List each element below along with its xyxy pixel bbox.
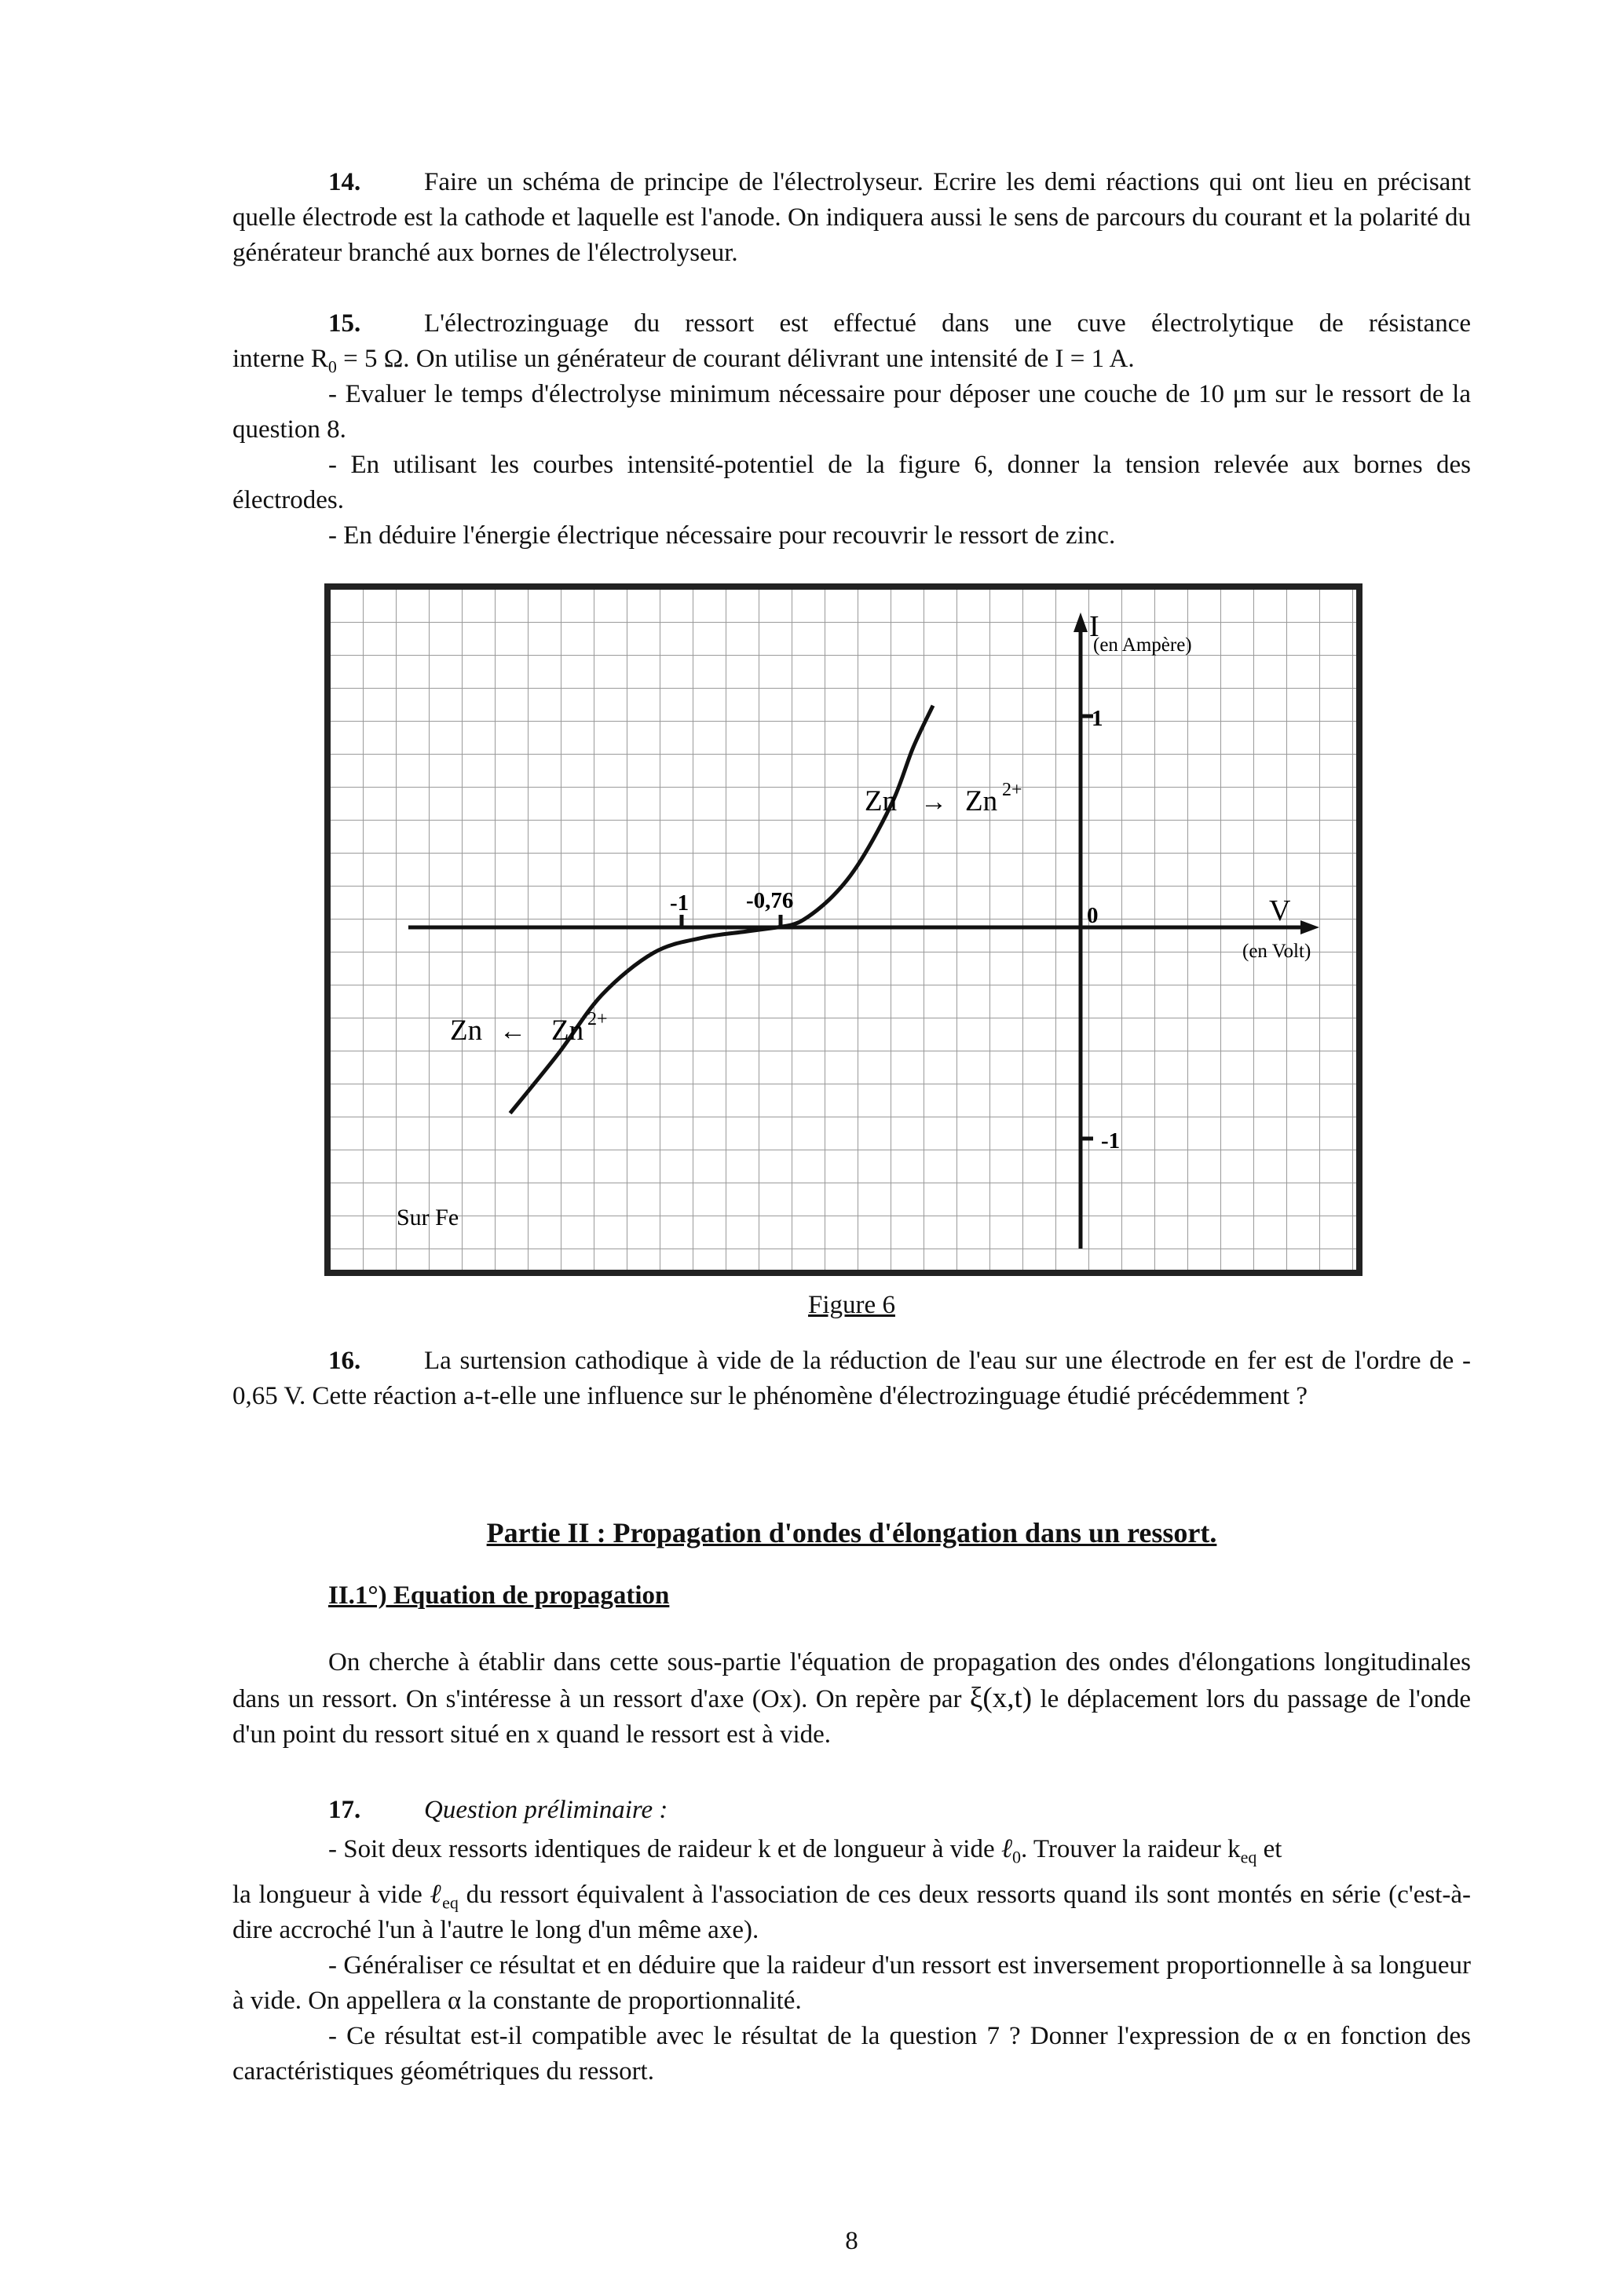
subsection-heading bbox=[232, 1578, 1567, 1614]
question-14-number: 14. bbox=[328, 168, 361, 196]
part-2-intro-a: On cherche à établir dans cette sous-partie l'équation de propagation des ondes d'élongations longitudinales dans un ressort. On s'intéresse à un ressort d'axe (Ox). On repère par bbox=[232, 1648, 1471, 1713]
reduction-arrow-icon: ← bbox=[499, 1017, 526, 1046]
v-axis-label: V bbox=[1269, 894, 1291, 927]
question-15-line2 bbox=[232, 342, 1471, 377]
i-tick-label-1: 1 bbox=[1092, 706, 1103, 731]
question-17-bullet-1-line1 bbox=[232, 1831, 1471, 1867]
question-16 bbox=[232, 1344, 1471, 1414]
part-2-title: Partie II : Propagation d'ondes d'élongation dans un ressort. bbox=[486, 1517, 1217, 1548]
ell-symbol-eq: ℓ bbox=[430, 1880, 443, 1909]
question-14 bbox=[232, 165, 1471, 271]
question-17 bbox=[232, 1793, 1471, 2089]
i-tick-label-minus-1: -1 bbox=[1101, 1128, 1121, 1153]
page-number bbox=[232, 2224, 1471, 2259]
question-15-line1-text: L'électrozinguage du ressort est effectué dans une cuve électrolytique de résistance bbox=[424, 309, 1471, 338]
ell-symbol: ℓ bbox=[1000, 1834, 1013, 1863]
question-15-bullet-2: - En utilisant les courbes intensité-potentiel de la figure 6, donner la tension relevée aux bornes des électrodes. bbox=[232, 451, 1471, 514]
page-number-text: 8 bbox=[845, 2227, 858, 2255]
question-17-heading bbox=[232, 1793, 1471, 1828]
figure-6-caption: Figure 6 bbox=[808, 1291, 895, 1319]
q15-line2-sub: 0 bbox=[327, 356, 337, 377]
question-15 bbox=[232, 306, 1471, 554]
figure-caption bbox=[232, 1288, 1471, 1323]
q17-b1-c: et bbox=[1256, 1835, 1282, 1863]
q15-line2-a: interne R bbox=[232, 345, 328, 373]
grid-background bbox=[328, 587, 1359, 1272]
subsection-ii1-title: II.1°) Equation de propagation bbox=[328, 1581, 670, 1610]
oxidation-arrow-icon: → bbox=[920, 788, 947, 817]
question-16-text: La surtension cathodique à vide de la réduction de l'eau sur une électrode en fer est de l'ordre de - 0,65 V. Cette réaction a-t-elle une influence sur le phénomène d'électrozinguage étudié précédemment ? bbox=[232, 1347, 1471, 1410]
xi-symbol: ξ(x,t) bbox=[969, 1682, 1033, 1714]
q17-b1-subeq: eq bbox=[1240, 1847, 1257, 1867]
reduction-label-ion: Zn bbox=[551, 1015, 584, 1047]
v-tick-label-minus-1: -1 bbox=[670, 890, 689, 916]
label-sur-fe: Sur Fe bbox=[397, 1205, 459, 1230]
question-15-number: 15. bbox=[328, 309, 361, 338]
q17-b1-a: - Soit deux ressorts identiques de raideur k et de longueur à vide bbox=[328, 1835, 1001, 1863]
question-16-number: 16. bbox=[328, 1347, 361, 1375]
q17-b1-e: du ressort équivalent à l'association de ces deux ressorts quand ils sont montés en série (c'est-à-dire accroché l'un à l'autre le long d'un même axe). bbox=[232, 1881, 1471, 1944]
question-17-bullet-1-line2 bbox=[232, 1877, 1471, 1948]
question-15-line1 bbox=[232, 306, 1471, 342]
question-17-bullet-3: - Ce résultat est-il compatible avec le résultat de la question 7 ? Donner l'expression de α en fonction des caractéristiques géométriques du ressort. bbox=[232, 2022, 1471, 2086]
i-axis-label: I bbox=[1089, 610, 1099, 643]
v-tick-label-minus-076: -0,76 bbox=[746, 888, 794, 913]
part-2-intro-b: le déplacement lors du passage de l'onde d'un point du ressort situé en x quand le ressort est à vide. bbox=[232, 1685, 1471, 1749]
reduction-label-zn: Zn bbox=[450, 1015, 483, 1047]
oxidation-label-ion: Zn bbox=[965, 785, 998, 817]
origin-label: 0 bbox=[1087, 903, 1099, 928]
reduction-label-charge: 2+ bbox=[587, 1009, 608, 1029]
oxidation-label-charge: 2+ bbox=[1002, 780, 1022, 800]
question-15-bullet-3: - En déduire l'énergie électrique nécessaire pour recouvrir le ressort de zinc. bbox=[328, 521, 1116, 550]
i-axis-unit: (en Ampère) bbox=[1093, 634, 1192, 656]
part-2-intro bbox=[232, 1645, 1471, 1753]
q17-b1-sub0: 0 bbox=[1012, 1847, 1022, 1867]
question-17-title: Question préliminaire : bbox=[424, 1796, 668, 1824]
question-15-bullet-1: - Evaluer le temps d'électrolyse minimum nécessaire pour déposer une couche de 10 μm sur le ressort de la question 8. bbox=[232, 380, 1471, 444]
q17-b1-b: . Trouver la raideur k bbox=[1021, 1835, 1241, 1863]
part-2-heading bbox=[232, 1515, 1471, 1552]
q15-line2-b: = 5 Ω. On utilise un générateur de courant délivrant une intensité de I = 1 A. bbox=[336, 345, 1135, 373]
oxidation-label-zn: Zn bbox=[865, 785, 898, 817]
question-17-bullet-2: - Généraliser ce résultat et en déduire que la raideur d'un ressort est inversement proportionnelle à sa longueur à vide. On appellera α la constante de proportionnalité. bbox=[232, 1951, 1471, 2015]
question-14-text: Faire un schéma de principe de l'électrolyseur. Ecrire les demi réactions qui ont lieu en précisant quelle électrode est la cathode et laquelle est l'anode. On indiquera aussi le sens de parcours du courant et la polarité du générateur branché aux bornes de l'électrolyseur. bbox=[232, 168, 1471, 267]
q17-b1-d: la longueur à vide bbox=[232, 1881, 430, 1909]
figure-6-chart bbox=[324, 583, 1365, 1278]
q17-b1-subeq2: eq bbox=[442, 1892, 459, 1913]
v-axis-unit: (en Volt) bbox=[1242, 941, 1311, 962]
question-17-number: 17. bbox=[328, 1796, 361, 1824]
